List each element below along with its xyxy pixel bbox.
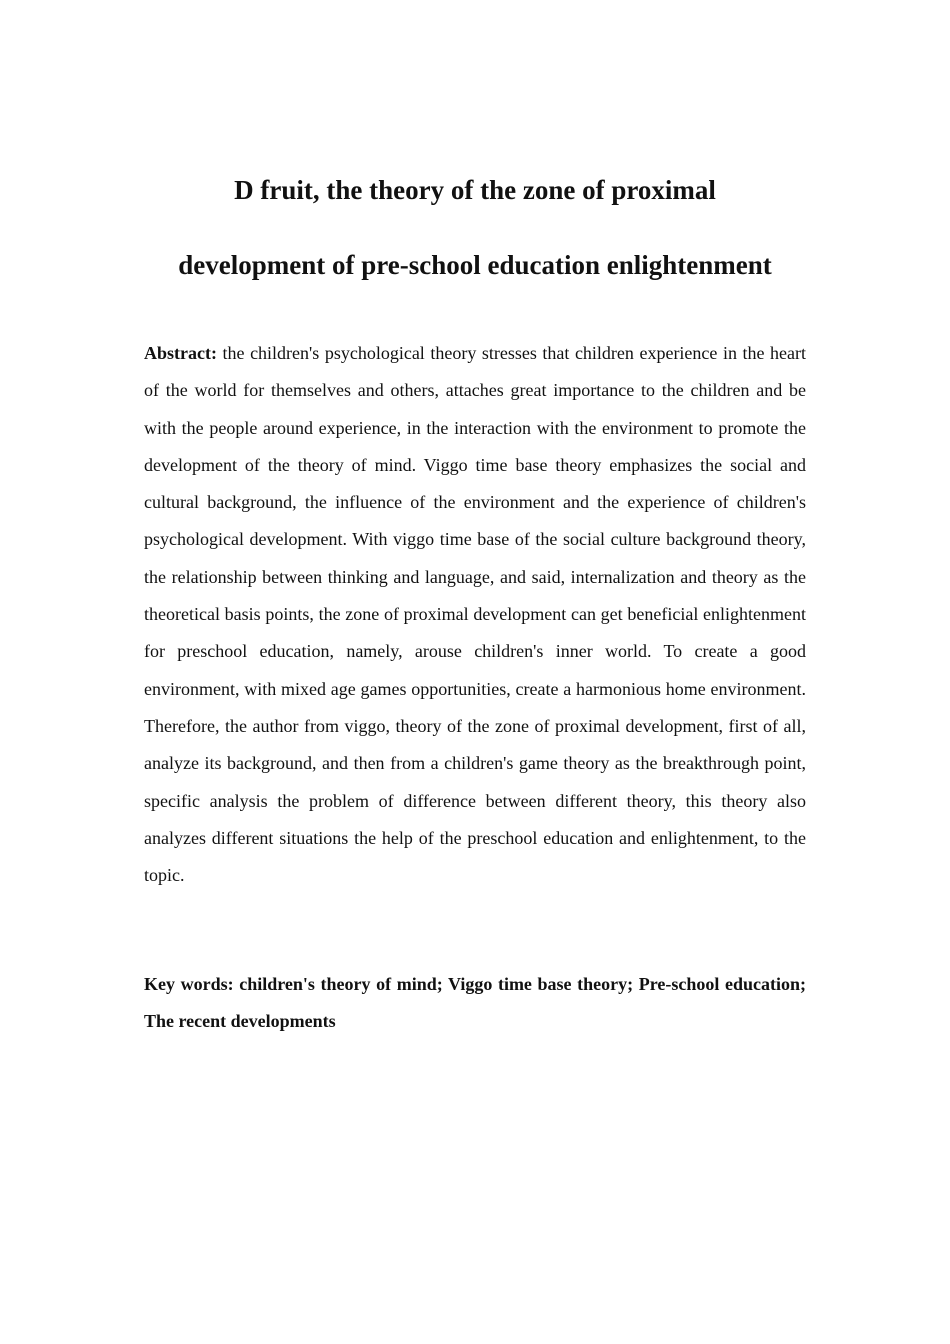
abstract-label: Abstract: <box>144 343 217 363</box>
abstract-text: the children's psychological theory stresses that children experience in the heart of the world for themselves and others, attaches great importance to the children and be with the people around experience, in the interaction with the environment to promote the development of the theory of mind. Viggo time base theory emphasizes the social and cultural background, the influence of the environment and the experience of children's psychological development. With viggo time base of the social culture background theory, the relationship between thinking and language, and said, internalization and theory as the theoretical basis points, the zone of proximal development can get beneficial enlightenment for preschool education, namely, arouse children's inner world. To create a good environment, with mixed age games opportunities, create a harmonious home environment. Therefore, the author from viggo, theory of the zone of proximal development, first of all, analyze its background, and then from a children's game theory as the breakthrough point, specific analysis the problem of difference between different theory, this theory also analyzes different situations the help of the preschool education and enlightenment, to the topic. <box>144 343 806 886</box>
keywords-label: Key words: <box>144 974 234 994</box>
keywords-paragraph <box>144 966 806 1041</box>
abstract-paragraph <box>144 335 806 894</box>
title-line-1: D fruit, the theory of the zone of proximal <box>234 175 716 205</box>
keywords-text: children's theory of mind; Viggo time base theory; Pre-school education; The recent developments <box>144 974 806 1032</box>
title-line-2: development of pre-school education enlightenment <box>178 250 772 280</box>
